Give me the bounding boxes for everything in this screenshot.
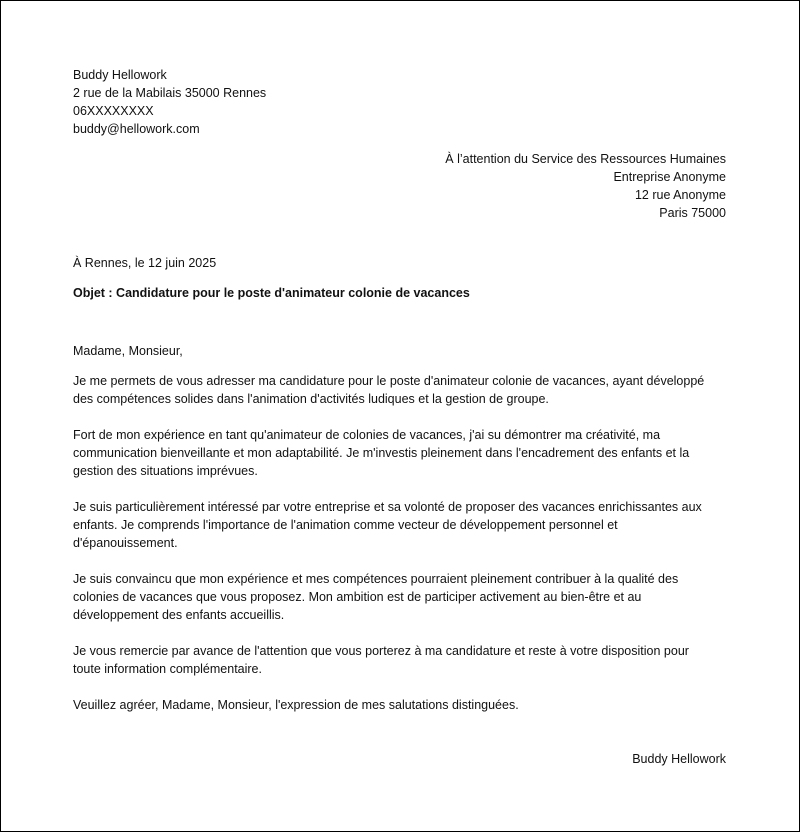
body-paragraph-4: Je suis convaincu que mon expérience et mes compétences pourraient pleinement contribuer à la qualité des colonies de vacances que vous proposez. Mon ambition est de participer activement au bien-être et au développement des enfants accueillis. bbox=[73, 572, 679, 622]
recipient-city: Paris 75000 bbox=[659, 206, 726, 220]
body-paragraph-1: Je me permets de vous adresser ma candidature pour le poste d'animateur colonie de vacances, ayant développé des compétences solides dans l'animation d'activités ludiques et la gestion de groupe. bbox=[73, 374, 705, 406]
signature: Buddy Hellowork bbox=[632, 752, 726, 766]
sender-name: Buddy Hellowork bbox=[73, 68, 167, 82]
body-paragraph-2: Fort de mon expérience en tant qu'animateur de colonies de vacances, j'ai su démontrer ma créativité, ma communication bienveillante et mon adaptabilité. Je m'investis pleinement dans l'encadrement des enfants et la gestion des situations imprévues. bbox=[73, 428, 690, 478]
body-paragraph-5: Je vous remercie par avance de l'attention que vous porterez à ma candidature et reste à votre disposition pour toute information complémentaire. bbox=[73, 644, 689, 676]
sender-block bbox=[73, 66, 266, 138]
recipient-attention: À l’attention du Service des Ressources Humaines bbox=[445, 152, 726, 166]
body-paragraph-3: Je suis particulièrement intéressé par votre entreprise et sa volonté de proposer des vacances enrichissantes aux enfants. Je comprends l'importance de l'animation comme vecteur de développement personnel et d'épanouissement. bbox=[73, 500, 702, 550]
date-line: À Rennes, le 12 juin 2025 bbox=[73, 256, 217, 270]
sender-address: 2 rue de la Mabilais 35000 Rennes bbox=[73, 86, 267, 100]
recipient-street: 12 rue Anonyme bbox=[634, 188, 726, 202]
salutation: Madame, Monsieur, bbox=[73, 344, 183, 358]
closing-line: Veuillez agréer, Madame, Monsieur, l'expression de mes salutations distinguées. bbox=[73, 698, 519, 712]
recipient-block bbox=[445, 150, 726, 222]
sender-email: buddy@hellowork.com bbox=[73, 122, 200, 136]
sender-phone: 06XXXXXXXX bbox=[73, 104, 154, 118]
subject-line: Objet : Candidature pour le poste d'animateur colonie de vacances bbox=[73, 286, 470, 300]
recipient-company: Entreprise Anonyme bbox=[613, 170, 726, 184]
